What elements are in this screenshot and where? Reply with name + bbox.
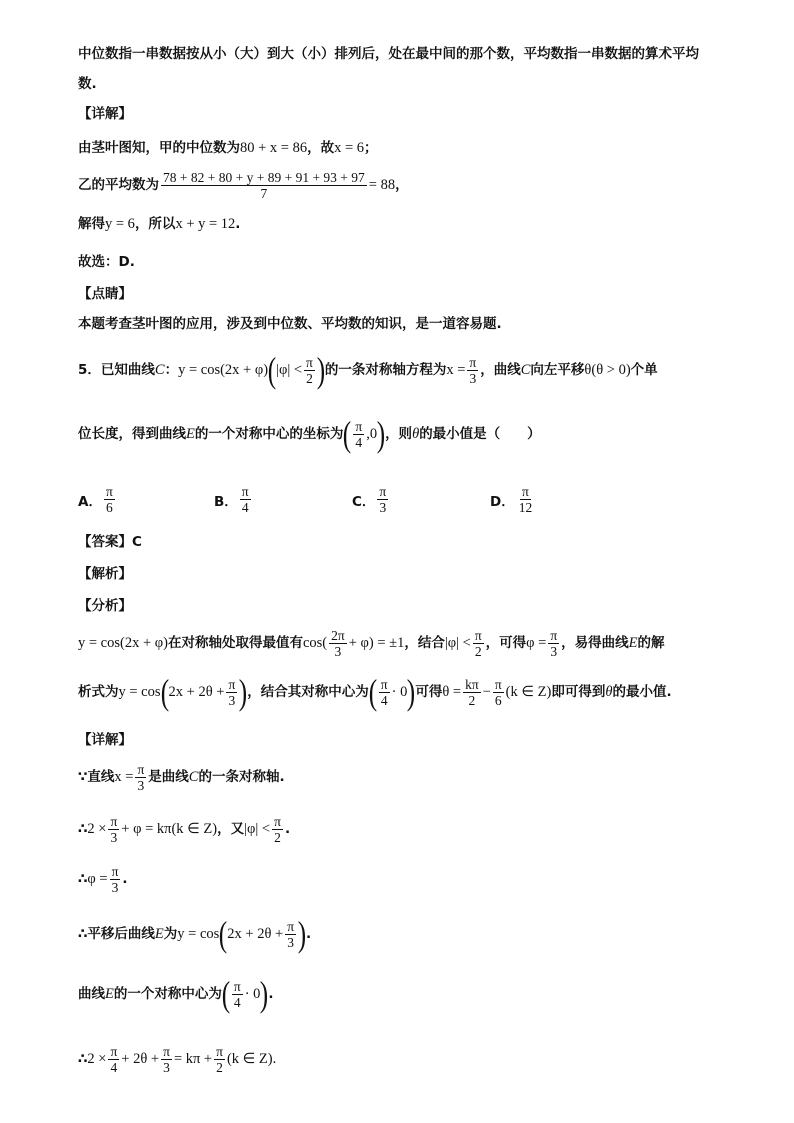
den: 2 [216, 1059, 223, 1075]
den: 2 [468, 692, 476, 708]
detail-line-2 [78, 812, 290, 846]
text: ，则 [385, 426, 413, 442]
text: 可得 [415, 684, 443, 700]
detail-heading [78, 730, 132, 750]
frac-pi-3 [467, 355, 478, 386]
frac-pi-3 [110, 864, 121, 895]
num: π [111, 863, 119, 879]
heading-text: 【分析】 [78, 598, 132, 614]
option-letter: A． [78, 493, 102, 510]
text: 的一条对称轴. [198, 769, 285, 785]
frac-kpi-2 [463, 677, 481, 708]
text: 由茎叶图知，甲的中位数为 [78, 140, 240, 156]
text: . [268, 986, 274, 1002]
frac-pi-3 [226, 677, 237, 708]
text: ，所以 [134, 216, 176, 232]
frac-pi-2 [304, 355, 315, 386]
heading-text: 【点睛】 [78, 286, 132, 302]
math: |φ| < [444, 635, 471, 651]
text: ，易得曲线 [561, 635, 629, 651]
option-fraction [104, 484, 115, 515]
option-letter: C． [352, 493, 376, 510]
text: . [122, 871, 128, 887]
frac-pi-2 [214, 1044, 225, 1075]
math: (k ∈ Z). [226, 1051, 277, 1067]
paren-right: ) [297, 914, 307, 954]
text: 解得 [78, 216, 105, 232]
num: π [241, 484, 249, 499]
text: 在对称轴处取得最值有 [167, 635, 303, 651]
question-number: 5． [78, 362, 101, 378]
option-fraction [240, 484, 251, 515]
math: + φ) = ±1 [348, 635, 405, 651]
frac-pi-3 [548, 628, 559, 659]
math: E [186, 426, 195, 442]
heading-text: 【详解】 [78, 106, 132, 122]
den: 3 [379, 500, 387, 515]
fraction-denominator: 7 [260, 185, 268, 201]
text: . [235, 216, 241, 232]
math: x + y = 12 [175, 216, 236, 232]
prev-line-2 [78, 168, 409, 202]
text: 乙的平均数为 [78, 177, 159, 193]
den: 2 [474, 643, 482, 659]
text: 的解 [637, 635, 665, 651]
text: 已知曲线 [100, 362, 155, 378]
num: kπ [465, 676, 479, 692]
num: π [494, 676, 502, 692]
math: · 0 [391, 684, 408, 700]
text: 的一条对称轴方程为 [324, 362, 447, 378]
num: π [469, 354, 477, 370]
frac-pi-3 [285, 919, 296, 950]
text: ： [164, 362, 179, 378]
heading-detail-prev [78, 104, 132, 124]
num: π [233, 978, 241, 994]
text: 个单 [630, 362, 658, 378]
detail-line-6 [78, 1042, 276, 1076]
math: 2 × [87, 821, 107, 837]
math: θ = [442, 684, 462, 700]
frac-pi-4 [108, 1044, 119, 1075]
math: x = [446, 362, 466, 378]
den: 3 [469, 370, 477, 386]
den: 4 [355, 434, 363, 450]
den: 3 [137, 777, 145, 793]
text: ，可得 [485, 635, 527, 651]
option-d[interactable] [490, 484, 536, 515]
math: y = cos [118, 684, 161, 700]
frac-pi-4 [232, 979, 243, 1010]
den: 2 [306, 370, 313, 386]
frac-pi-2 [272, 814, 283, 845]
paren-left: ( [368, 672, 377, 712]
detail-line-4 [78, 914, 311, 954]
den: 3 [111, 879, 119, 895]
num: π [110, 813, 118, 829]
text: 本题考查茎叶图的应用，涉及到中位数、平均数的知识，是一道容易题. [78, 316, 502, 332]
math: 80 + x = 86 [240, 140, 308, 156]
paren-left: ( [343, 414, 352, 454]
math: E [105, 986, 114, 1002]
fenxi-heading [78, 596, 132, 616]
math: C [520, 362, 531, 378]
question-5-line-1 [78, 350, 658, 390]
frac-pi-2 [473, 628, 484, 659]
paren-right: ) [260, 974, 269, 1014]
text: 曲线 [78, 986, 105, 1002]
math: x = 6 [334, 140, 365, 156]
option-letter: B． [214, 493, 238, 510]
intro-line-1 [78, 44, 699, 64]
den: 4 [110, 1059, 118, 1075]
math: C [154, 362, 165, 378]
math: φ = [526, 635, 547, 651]
detail-line-5 [78, 974, 274, 1014]
paren-right: ) [316, 350, 326, 390]
math: + φ = kπ(k ∈ Z) [121, 821, 218, 837]
detail-line-1 [78, 760, 285, 794]
prev-line-3 [78, 214, 240, 234]
math: y = cos(2x + φ) [178, 362, 269, 378]
text: 故选：D. [78, 254, 135, 270]
den: 4 [241, 500, 249, 515]
text: ∵直线 [78, 769, 115, 785]
num: π [379, 484, 387, 499]
paren-right: ) [376, 414, 386, 454]
option-letter: D． [490, 493, 515, 510]
option-b[interactable] [214, 484, 253, 515]
den: 3 [550, 643, 558, 659]
num: π [216, 1043, 223, 1059]
math: E [628, 635, 638, 651]
den: 3 [287, 934, 294, 950]
math: 2 × [87, 1051, 107, 1067]
num: π [274, 813, 281, 829]
option-c[interactable] [352, 484, 390, 515]
text: ，曲线 [480, 362, 521, 378]
den: 6 [105, 500, 113, 515]
text: 为 [163, 926, 178, 942]
option-fraction [377, 484, 388, 515]
math: 2x + 2θ + [227, 926, 284, 942]
fraction-numerator: 78 + 82 + 80 + y + 89 + 91 + 93 + 97 [163, 169, 365, 185]
num: π [228, 676, 236, 692]
analysis-line-2 [78, 672, 672, 712]
paren-left: ( [160, 672, 169, 712]
frac-2pi-3 [329, 628, 347, 659]
paren-left: ( [219, 914, 228, 954]
num: π [522, 484, 529, 499]
den: 3 [334, 643, 342, 659]
text: ∴ [78, 821, 88, 837]
question-5-line-2 [78, 414, 541, 454]
math: = 88 [368, 177, 396, 193]
answer-text: 【答案】C [78, 534, 142, 550]
intro-line-2 [78, 74, 97, 94]
answer-line [78, 532, 142, 552]
math: θ [605, 684, 613, 700]
comment-line [78, 314, 502, 334]
text: 的一个对称中心为 [113, 986, 222, 1002]
math: φ = [87, 871, 108, 887]
math: − [482, 684, 491, 700]
den: 6 [494, 692, 502, 708]
den: 3 [110, 829, 118, 845]
text: 的一个对称中心的坐标为 [194, 426, 344, 442]
text: ∴ [78, 871, 88, 887]
text: ； [364, 140, 378, 156]
num: π [355, 418, 363, 434]
paren-right: ) [407, 672, 416, 712]
text: 的最小值是（ ） [419, 426, 541, 442]
den: 4 [380, 692, 388, 708]
math: |φ| < [244, 821, 271, 837]
option-fraction [517, 484, 535, 515]
text: ，故 [307, 140, 335, 156]
frac-pi-3 [135, 762, 146, 793]
math: E [154, 926, 164, 942]
detail-line-3 [78, 862, 128, 896]
math: C [188, 769, 199, 785]
den: 12 [518, 500, 533, 515]
math: · 0 [244, 986, 261, 1002]
num: π [105, 484, 113, 499]
text: ，结合其对称中心为 [247, 684, 369, 700]
frac-pi-6 [493, 677, 504, 708]
math: x = [114, 769, 134, 785]
math: ,0 [366, 426, 378, 442]
num: π [137, 761, 145, 777]
num: π [474, 627, 482, 643]
text: 向左平移 [530, 362, 585, 378]
intro-text-1: 中位数指一串数据按从小（大）到大（小）排列后，处在最中间的那个数，平均数指一串数据的算术平均 [78, 46, 699, 62]
math: y = cos(2x + φ) [78, 635, 168, 651]
den: 4 [233, 994, 241, 1010]
text: 的最小值. [612, 684, 672, 700]
paren-left: ( [221, 974, 231, 1014]
intro-text-2: 数. [78, 76, 97, 92]
math: 2x + 2θ + [168, 684, 225, 700]
num: π [550, 627, 558, 643]
math: y = cos [177, 926, 220, 942]
math: θ(θ > 0) [584, 362, 631, 378]
analysis-heading [78, 564, 132, 584]
prev-line-4 [78, 252, 135, 272]
math: cos( [302, 635, 328, 651]
prev-line-1 [78, 138, 378, 158]
math: y = 6 [105, 216, 135, 232]
paren-right: ) [239, 672, 248, 712]
heading-text: 【解析】 [78, 566, 132, 582]
math: θ [412, 426, 420, 442]
math: (k ∈ Z) [505, 684, 552, 700]
text: . [306, 926, 312, 942]
num: 2π [331, 627, 345, 643]
analysis-line-1 [78, 624, 665, 662]
heading-text: 【详解】 [78, 732, 132, 748]
num: π [163, 1043, 170, 1059]
text: 是曲线 [148, 769, 189, 785]
text: ， [395, 177, 409, 193]
math: |φ| < [276, 362, 303, 378]
text: ，结合 [404, 635, 445, 651]
math: + 2θ + [121, 1051, 160, 1067]
den: 3 [163, 1059, 170, 1075]
frac-pi-4 [379, 677, 390, 708]
text: 位长度，得到曲线 [78, 426, 186, 442]
text: 析式为 [78, 684, 119, 700]
mean-fraction [161, 170, 367, 201]
den: 3 [228, 692, 236, 708]
frac-pi-3 [108, 814, 119, 845]
paren-left: ( [267, 350, 277, 390]
text: ，又 [217, 821, 245, 837]
den: 2 [274, 829, 281, 845]
text: 即可得到 [551, 684, 606, 700]
option-a[interactable] [78, 484, 117, 515]
heading-comment [78, 284, 132, 304]
text: . [284, 821, 291, 837]
frac-pi-4 [353, 419, 364, 450]
frac-pi-3 [161, 1044, 172, 1075]
text: ∴ [78, 1051, 88, 1067]
num: π [287, 918, 295, 934]
num: π [380, 676, 388, 692]
num: π [306, 354, 313, 370]
math: = kπ + [173, 1051, 213, 1067]
num: π [110, 1043, 118, 1059]
text: ∴平移后曲线 [78, 926, 155, 942]
